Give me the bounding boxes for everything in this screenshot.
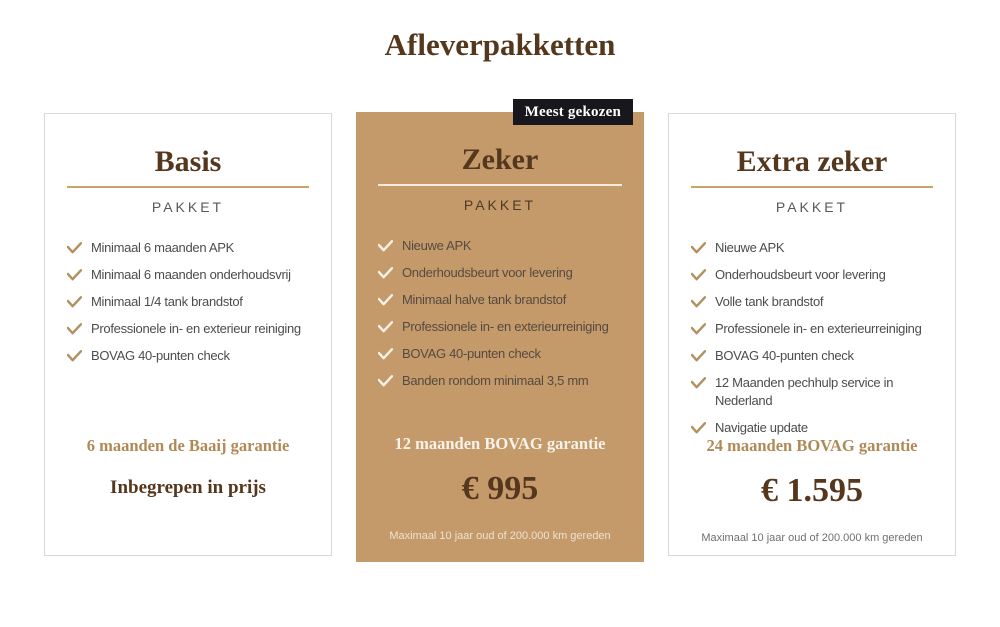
check-icon <box>378 321 393 333</box>
package-card-zeker <box>356 104 644 562</box>
check-icon <box>67 350 82 362</box>
check-icon <box>378 348 393 360</box>
check-icon <box>378 375 393 387</box>
feature-text: Professionele in- en exterieurreiniging <box>402 319 609 334</box>
feature-text: Volle tank brandstof <box>715 294 824 309</box>
feature-item <box>691 374 940 410</box>
title-divider <box>378 184 622 186</box>
feature-item <box>67 293 316 311</box>
feature-text: Minimaal halve tank brandstof <box>402 292 567 307</box>
check-icon <box>691 242 706 254</box>
package-subtitle: PAKKET <box>463 197 537 213</box>
package-card-extra-zeker <box>668 113 956 556</box>
feature-text: Professionele in- en exterieurreiniging <box>715 321 922 336</box>
feature-text: BOVAG 40-punten check <box>91 348 230 363</box>
packages-row <box>0 104 1000 562</box>
check-icon <box>378 240 393 252</box>
feature-text: BOVAG 40-punten check <box>715 348 854 363</box>
check-icon <box>67 242 82 254</box>
feature-list <box>356 237 644 390</box>
page-title: Afleverpakketten <box>384 27 616 62</box>
feature-text: Onderhoudsbeurt voor levering <box>715 267 886 282</box>
feature-item <box>378 237 629 255</box>
price-text: € 995 <box>461 470 539 507</box>
price-note: Maximaal 10 jaar oud of 200.000 km gereden <box>701 532 923 544</box>
check-icon <box>691 350 706 362</box>
feature-item <box>691 347 940 365</box>
feature-item <box>378 345 629 363</box>
check-icon <box>67 323 82 335</box>
feature-item <box>67 320 316 338</box>
title-divider <box>691 186 933 188</box>
feature-text: Onderhoudsbeurt voor levering <box>402 265 573 280</box>
check-icon <box>691 422 706 434</box>
feature-text: 12 Maanden pechhulp service in Nederland <box>715 375 894 408</box>
most-chosen-badge: Meest gekozen <box>513 99 633 125</box>
package-subtitle: PAKKET <box>775 199 849 215</box>
feature-text: Nieuwe APK <box>402 238 472 253</box>
price-text: Inbegrepen in prijs <box>110 477 266 498</box>
check-icon <box>691 323 706 335</box>
guarantee-text: 6 maanden de Baaij garantie <box>86 436 290 455</box>
feature-item <box>378 318 629 336</box>
feature-list <box>669 239 955 437</box>
package-name: Extra zeker <box>736 145 888 178</box>
package-footer <box>55 436 321 500</box>
package-subtitle: PAKKET <box>151 199 225 215</box>
check-icon <box>378 294 393 306</box>
feature-text: BOVAG 40-punten check <box>402 346 541 361</box>
package-footer <box>679 436 945 544</box>
check-icon <box>67 296 82 308</box>
price-text: € 1.595 <box>761 472 863 509</box>
feature-item <box>67 266 316 284</box>
guarantee-text: 12 maanden BOVAG garantie <box>394 434 606 453</box>
package-footer <box>366 434 634 542</box>
title-divider <box>67 186 309 188</box>
feature-item <box>691 266 940 284</box>
check-icon <box>691 296 706 308</box>
feature-text: Minimaal 1/4 tank brandstof <box>91 294 243 309</box>
feature-text: Nieuwe APK <box>715 240 785 255</box>
check-icon <box>691 377 706 389</box>
feature-item <box>691 293 940 311</box>
check-icon <box>378 267 393 279</box>
price-note: Maximaal 10 jaar oud of 200.000 km gereden <box>389 530 611 542</box>
feature-item <box>67 347 316 365</box>
feature-item <box>378 372 629 390</box>
feature-text: Professionele in- en exterieur reiniging <box>91 321 301 336</box>
package-name: Zeker <box>461 143 539 176</box>
feature-text: Navigatie update <box>715 420 808 435</box>
feature-item <box>378 291 629 309</box>
feature-item <box>378 264 629 282</box>
package-name: Basis <box>154 145 222 178</box>
feature-list <box>45 239 331 365</box>
feature-item <box>67 239 316 257</box>
check-icon <box>691 269 706 281</box>
feature-text: Minimaal 6 maanden onderhoudsvrij <box>91 267 291 282</box>
feature-text: Minimaal 6 maanden APK <box>91 240 234 255</box>
feature-item <box>691 320 940 338</box>
guarantee-text: 24 maanden BOVAG garantie <box>706 436 918 455</box>
package-card-basis <box>44 113 332 556</box>
feature-item <box>691 239 940 257</box>
feature-item <box>691 419 940 437</box>
check-icon <box>67 269 82 281</box>
feature-text: Banden rondom minimaal 3,5 mm <box>402 373 589 388</box>
